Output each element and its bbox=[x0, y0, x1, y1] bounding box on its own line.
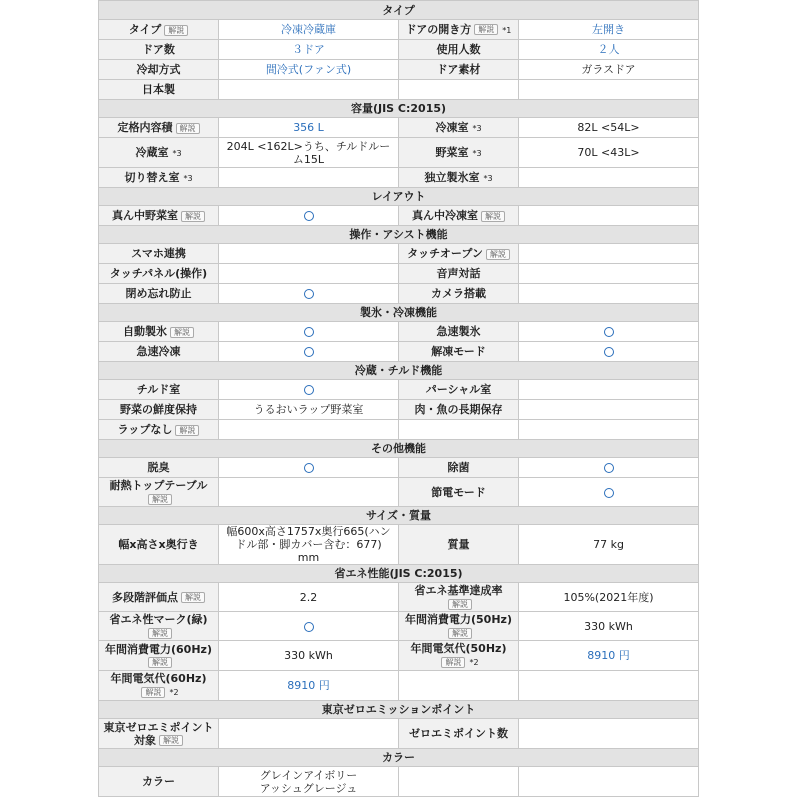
available-circle-icon bbox=[304, 463, 314, 473]
vegetable-label-cell bbox=[399, 138, 519, 168]
camera-label: カメラ搭載 bbox=[399, 284, 519, 304]
rated-label-cell bbox=[99, 118, 219, 138]
users-value[interactable]: ２人 bbox=[519, 40, 699, 60]
points-count-label: ゼロエミポイント数 bbox=[399, 719, 519, 749]
explain-button[interactable]: 解説 bbox=[159, 735, 183, 746]
vegetable-value: 70L <43L> bbox=[519, 138, 699, 168]
thaw-value bbox=[519, 342, 699, 362]
empty-cell bbox=[399, 671, 519, 701]
color-value-1: グレインアイボリー bbox=[259, 768, 358, 782]
empty-cell bbox=[399, 420, 519, 440]
table-row bbox=[99, 118, 699, 138]
explain-button[interactable]: 解説 bbox=[181, 211, 205, 222]
section-row-ice bbox=[99, 304, 699, 322]
heat-top-label-cell bbox=[99, 478, 219, 507]
section-row-tokyo bbox=[99, 701, 699, 719]
middle-veg-label-cell bbox=[99, 206, 219, 226]
available-circle-icon bbox=[304, 622, 314, 632]
note-marker: *1 bbox=[502, 25, 512, 35]
dimensions-value: 幅600x高さ1757x奥行665(ハンドル部・脚カバー含む：677) mm bbox=[219, 525, 399, 565]
table-row bbox=[99, 641, 699, 671]
vegetable-label: 野菜室 bbox=[435, 145, 469, 159]
doors-value[interactable]: ３ドア bbox=[219, 40, 399, 60]
explain-button[interactable]: 解説 bbox=[176, 123, 200, 134]
table-row bbox=[99, 264, 699, 284]
type-value[interactable]: 冷凍冷蔵庫 bbox=[219, 20, 399, 40]
table-row bbox=[99, 420, 699, 440]
wrap-label-cell bbox=[99, 420, 219, 440]
explain-button[interactable]: 解説 bbox=[141, 687, 165, 698]
empty-cell bbox=[219, 420, 399, 440]
empty-cell bbox=[519, 671, 699, 701]
spec-table-wrapper bbox=[98, 0, 698, 797]
rapid-ice-label: 急速製氷 bbox=[399, 322, 519, 342]
freezer-label: 冷凍室 bbox=[435, 120, 469, 134]
section-row-color bbox=[99, 749, 699, 767]
annual-power50-label-cell bbox=[399, 612, 519, 641]
door-open-label: ドアの開き方 bbox=[405, 22, 472, 36]
section-tokyo: 東京ゼロエミッションポイント bbox=[99, 701, 699, 719]
table-row bbox=[99, 612, 699, 641]
empty-cell bbox=[519, 168, 699, 188]
annual-power50-value: 330 kWh bbox=[519, 612, 699, 641]
available-circle-icon bbox=[304, 327, 314, 337]
touch-open-label: タッチオープン bbox=[407, 247, 483, 260]
achievement-label: 省エネ基準達成率 bbox=[414, 584, 503, 597]
table-row bbox=[99, 767, 699, 797]
sterilize-value bbox=[519, 458, 699, 478]
table-row bbox=[99, 20, 699, 40]
annual-cost50-label: 年間電気代(50Hz) bbox=[410, 642, 507, 655]
section-chill: 冷蔵・チルド機能 bbox=[99, 362, 699, 380]
auto-ice-label: 自動製氷 bbox=[123, 325, 167, 338]
table-row bbox=[99, 525, 699, 565]
table-row bbox=[99, 206, 699, 226]
veg-fresh-value: うるおいラップ野菜室 bbox=[219, 400, 399, 420]
auto-ice-value bbox=[219, 322, 399, 342]
empty-cell bbox=[519, 420, 699, 440]
thaw-label: 解凍モード bbox=[399, 342, 519, 362]
available-circle-icon bbox=[304, 347, 314, 357]
wrap-label: ラップなし bbox=[117, 423, 173, 436]
explain-button[interactable]: 解説 bbox=[474, 24, 498, 35]
table-row bbox=[99, 168, 699, 188]
empty-cell bbox=[399, 80, 519, 100]
empty-cell bbox=[519, 719, 699, 749]
section-size: サイズ・質量 bbox=[99, 507, 699, 525]
touch-open-label-cell bbox=[399, 244, 519, 264]
annual-power50-label: 年間消費電力(50Hz) bbox=[405, 613, 512, 626]
empty-cell bbox=[519, 80, 699, 100]
chilled-label: チルド室 bbox=[99, 380, 219, 400]
empty-cell bbox=[219, 80, 399, 100]
chilled-value bbox=[219, 380, 399, 400]
section-other: その他機能 bbox=[99, 440, 699, 458]
section-row-size bbox=[99, 507, 699, 525]
section-row-capacity bbox=[99, 100, 699, 118]
dimensions-label: 幅x高さx奥行き bbox=[99, 525, 219, 565]
available-circle-icon bbox=[604, 488, 614, 498]
section-ice: 製氷・冷凍機能 bbox=[99, 304, 699, 322]
smartphone-label: スマホ連携 bbox=[99, 244, 219, 264]
freezer-label-cell bbox=[399, 118, 519, 138]
rapid-ice-value bbox=[519, 322, 699, 342]
table-row bbox=[99, 458, 699, 478]
note-marker: *3 bbox=[472, 148, 482, 158]
section-operation: 操作・アシスト機能 bbox=[99, 226, 699, 244]
cooling-value[interactable]: 間冷式(ファン式) bbox=[219, 60, 399, 80]
rated-label: 定格内容積 bbox=[117, 121, 173, 134]
multi-value: 2.2 bbox=[219, 583, 399, 612]
explain-button[interactable]: 解説 bbox=[181, 592, 205, 603]
color-values bbox=[219, 767, 399, 797]
available-circle-icon bbox=[304, 211, 314, 221]
section-row-chill bbox=[99, 362, 699, 380]
fridge-label-cell bbox=[99, 138, 219, 168]
power-save-label: 節電モード bbox=[399, 478, 519, 507]
empty-cell bbox=[519, 400, 699, 420]
explain-button[interactable]: 解説 bbox=[148, 628, 172, 639]
sterilize-label: 除菌 bbox=[399, 458, 519, 478]
icemaker-label: 独立製氷室 bbox=[424, 170, 480, 184]
section-energy: 省エネ性能(JIS C:2015) bbox=[99, 565, 699, 583]
table-row bbox=[99, 284, 699, 304]
annual-power60-label: 年間消費電力(60Hz) bbox=[105, 642, 212, 656]
annual-cost50-value[interactable]: 8910 円 bbox=[519, 641, 699, 671]
deodorize-label: 脱臭 bbox=[99, 458, 219, 478]
empty-cell bbox=[519, 380, 699, 400]
empty-cell bbox=[399, 767, 519, 797]
middle-veg-label: 真ん中野菜室 bbox=[112, 209, 178, 222]
annual-cost50-label-cell bbox=[399, 641, 519, 671]
annual-power60-label-cell bbox=[99, 641, 219, 671]
rapid-freeze-label: 急速冷凍 bbox=[99, 342, 219, 362]
voice-label: 音声対話 bbox=[399, 264, 519, 284]
close-forget-value bbox=[219, 284, 399, 304]
spec-table bbox=[98, 0, 699, 797]
available-circle-icon bbox=[604, 327, 614, 337]
explain-button[interactable]: 解説 bbox=[164, 25, 188, 36]
section-color: カラー bbox=[99, 749, 699, 767]
available-circle-icon bbox=[604, 463, 614, 473]
mass-label: 質量 bbox=[399, 525, 519, 565]
section-row-type bbox=[99, 1, 699, 20]
users-label: 使用人数 bbox=[399, 40, 519, 60]
explain-button[interactable]: 解説 bbox=[148, 657, 172, 668]
door-open-label-cell bbox=[399, 20, 519, 40]
table-row bbox=[99, 40, 699, 60]
available-circle-icon bbox=[304, 385, 314, 395]
annual-power60-value: 330 kWh bbox=[219, 641, 399, 671]
touch-panel-label: タッチパネル(操作) bbox=[99, 264, 219, 284]
partial-label: パーシャル室 bbox=[399, 380, 519, 400]
empty-cell bbox=[219, 719, 399, 749]
door-material-value: ガラスドア bbox=[519, 60, 699, 80]
explain-button[interactable]: 解説 bbox=[441, 657, 465, 668]
annual-cost60-label: 年間電気代(60Hz) bbox=[110, 672, 207, 685]
table-row bbox=[99, 244, 699, 264]
section-layout: レイアウト bbox=[99, 188, 699, 206]
explain-button[interactable]: 解説 bbox=[170, 327, 194, 338]
section-row-operation bbox=[99, 226, 699, 244]
empty-cell bbox=[519, 767, 699, 797]
empty-cell bbox=[519, 244, 699, 264]
table-row bbox=[99, 671, 699, 701]
empty-cell bbox=[219, 478, 399, 507]
section-row-other bbox=[99, 440, 699, 458]
note-marker: *3 bbox=[183, 173, 193, 183]
close-forget-label: 閉め忘れ防止 bbox=[99, 284, 219, 304]
section-type: タイプ bbox=[99, 1, 699, 20]
explain-button[interactable]: 解説 bbox=[486, 249, 510, 260]
table-row bbox=[99, 80, 699, 100]
cooling-label: 冷却方式 bbox=[99, 60, 219, 80]
empty-cell bbox=[519, 284, 699, 304]
freezer-value: 82L <54L> bbox=[519, 118, 699, 138]
annual-cost60-value[interactable]: 8910 円 bbox=[219, 671, 399, 701]
section-row-energy bbox=[99, 565, 699, 583]
table-row bbox=[99, 138, 699, 168]
meat-fish-label: 肉・魚の長期保存 bbox=[399, 400, 519, 420]
points-label-cell bbox=[99, 719, 219, 749]
table-row bbox=[99, 583, 699, 612]
available-circle-icon bbox=[604, 347, 614, 357]
empty-cell bbox=[219, 264, 399, 284]
points-label: 東京ゼロエミポイント対象 bbox=[103, 720, 214, 747]
veg-fresh-label: 野菜の鮮度保持 bbox=[99, 400, 219, 420]
auto-ice-label-cell bbox=[99, 322, 219, 342]
explain-button[interactable]: 解説 bbox=[448, 628, 472, 639]
explain-button[interactable]: 解説 bbox=[481, 211, 505, 222]
fridge-value: 204L <162L>うち、チルドルーム15L bbox=[219, 138, 399, 168]
middle-freezer-label: 真ん中冷凍室 bbox=[412, 209, 478, 222]
type-label-cell bbox=[99, 20, 219, 40]
switch-label-cell bbox=[99, 168, 219, 188]
mark-value bbox=[219, 612, 399, 641]
deodorize-value bbox=[219, 458, 399, 478]
middle-veg-value bbox=[219, 206, 399, 226]
color-value-2: アッシュグレージュ bbox=[259, 781, 358, 795]
table-row bbox=[99, 342, 699, 362]
explain-button[interactable]: 解説 bbox=[175, 425, 199, 436]
mark-label: 省エネ性マーク(緑) bbox=[109, 613, 208, 626]
note-marker: *3 bbox=[483, 173, 493, 183]
empty-cell bbox=[519, 264, 699, 284]
achievement-label-cell bbox=[399, 583, 519, 612]
multi-label-cell bbox=[99, 583, 219, 612]
fridge-label: 冷蔵室 bbox=[135, 145, 169, 159]
empty-cell bbox=[219, 168, 399, 188]
section-capacity: 容量(JIS C:2015) bbox=[99, 100, 699, 118]
switch-label: 切り替え室 bbox=[124, 170, 180, 184]
note-marker: *3 bbox=[172, 148, 182, 158]
table-row bbox=[99, 400, 699, 420]
mass-value: 77 kg bbox=[519, 525, 699, 565]
available-circle-icon bbox=[304, 289, 314, 299]
annual-cost60-label-cell bbox=[99, 671, 219, 701]
door-open-value[interactable]: 左開き bbox=[519, 20, 699, 40]
table-row bbox=[99, 380, 699, 400]
type-label: タイプ bbox=[128, 23, 162, 36]
section-row-layout bbox=[99, 188, 699, 206]
explain-button[interactable]: 解説 bbox=[148, 494, 172, 505]
heat-top-label: 耐熱トップテーブル bbox=[109, 479, 208, 492]
rated-value[interactable]: 356 L bbox=[219, 118, 399, 138]
doors-label: ドア数 bbox=[99, 40, 219, 60]
table-row bbox=[99, 322, 699, 342]
empty-cell bbox=[219, 244, 399, 264]
achievement-value: 105%(2021年度) bbox=[519, 583, 699, 612]
color-label: カラー bbox=[99, 767, 219, 797]
table-row bbox=[99, 719, 699, 749]
mark-label-cell bbox=[99, 612, 219, 641]
table-row bbox=[99, 478, 699, 507]
note-marker: *3 bbox=[472, 123, 482, 133]
empty-cell bbox=[519, 206, 699, 226]
note-marker: *2 bbox=[469, 658, 479, 667]
middle-freezer-label-cell bbox=[399, 206, 519, 226]
note-marker: *2 bbox=[169, 688, 179, 697]
door-material-label: ドア素材 bbox=[399, 60, 519, 80]
explain-button[interactable]: 解説 bbox=[448, 599, 472, 610]
japan-label: 日本製 bbox=[99, 80, 219, 100]
multi-label: 多段階評価点 bbox=[112, 590, 178, 604]
icemaker-label-cell bbox=[399, 168, 519, 188]
power-save-value bbox=[519, 478, 699, 507]
table-row bbox=[99, 60, 699, 80]
rapid-freeze-value bbox=[219, 342, 399, 362]
